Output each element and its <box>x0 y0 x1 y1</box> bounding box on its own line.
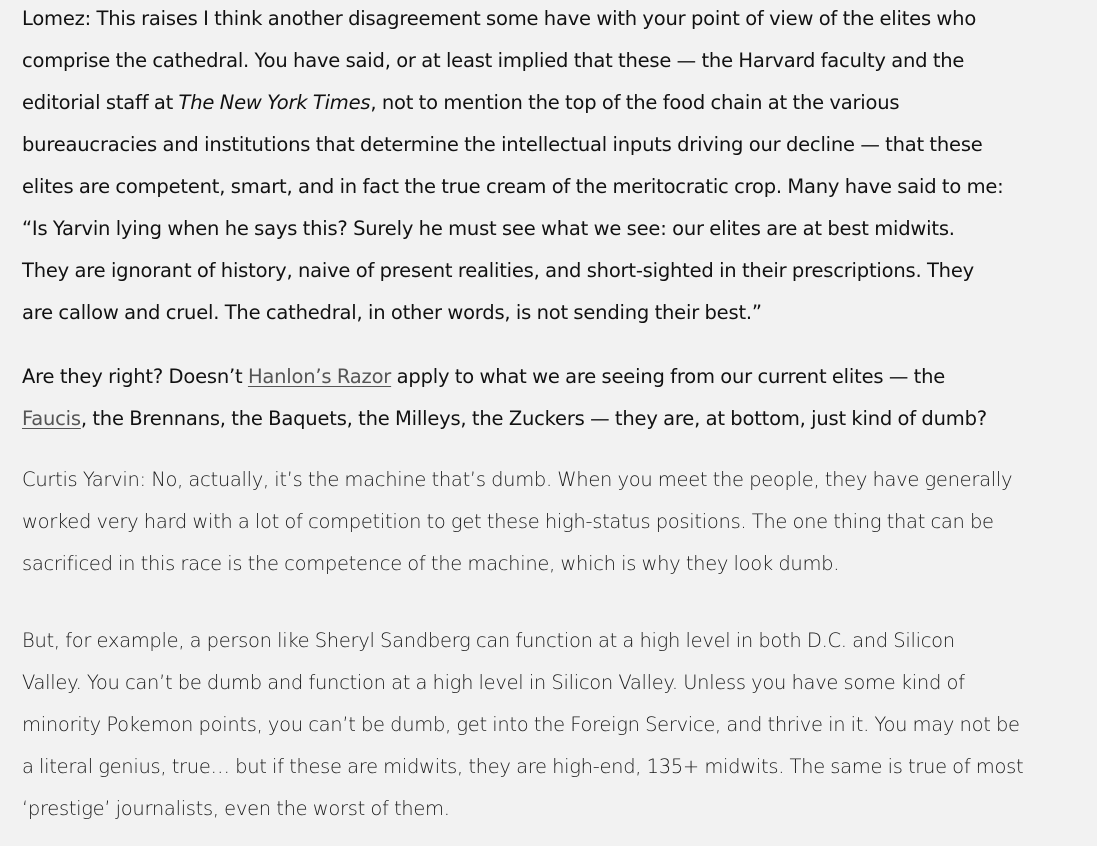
text-line: They are ignorant of history, naive of present realities, and short-sighted in their prescriptions. They <box>22 259 974 282</box>
text-line: a literal genius, true… but if these are midwits, they are high-end, 135+ midwits. The same is true of most <box>22 755 1024 778</box>
text-line: Valley. You can’t be dumb and function at a high level in Silicon Valley. Unless you have some kind of <box>22 671 965 694</box>
text-line: bureaucracies and institutions that determine the intellectual inputs driving our decline — that these <box>22 133 983 156</box>
text-line: comprise the cathedral. You have said, or at least implied that these — the Harvard faculty and the <box>22 49 965 72</box>
text-segment: Are they right? Doesn’t <box>22 365 248 388</box>
hanlons-razor-link[interactable]: Hanlon’s Razor <box>247 365 392 388</box>
text-line <box>22 398 1088 440</box>
text-segment: , not to mention the top of the food chain at the various <box>370 91 900 114</box>
answer-paragraph-1 <box>22 459 1088 585</box>
text-line: “Is Yarvin lying when he says this? Surely he must see what we see: our elites are at best midwits. <box>22 217 955 240</box>
text-segment: , the Brennans, the Baquets, the Milleys, the Zuckers — they are, at bottom, just kind of dumb? <box>80 407 987 430</box>
question-paragraph-1 <box>22 0 1088 334</box>
text-line: elites are competent, smart, and in fact the true cream of the meritocratic crop. Many have said to me: <box>22 175 1004 198</box>
text-line: worked very hard with a lot of competition to get these high-status positions. The one thing that can be <box>22 510 994 533</box>
text-segment: editorial staff at <box>22 91 179 114</box>
publication-title: The New York Times <box>178 91 371 114</box>
text-line: sacrificed in this race is the competence of the machine, which is why they look dumb. <box>22 552 840 575</box>
text-line: are callow and cruel. The cathedral, in other words, is not sending their best.” <box>22 301 762 324</box>
text-line <box>22 82 1088 124</box>
question-paragraph-2 <box>22 356 1088 440</box>
text-line: Curtis Yarvin: No, actually, it’s the machine that’s dumb. When you meet the people, they have generally <box>22 468 1013 491</box>
faucis-link[interactable]: Faucis <box>22 407 81 430</box>
text-line: But, for example, a person like Sheryl Sandberg can function at a high level in both D.C. and Silicon <box>22 629 955 652</box>
text-segment: apply to what we are seeing from our current elites — the <box>391 365 946 388</box>
text-line <box>22 356 1088 398</box>
text-line: ‘prestige’ journalists, even the worst of them. <box>22 797 450 820</box>
answer-paragraph-2 <box>22 620 1088 830</box>
text-line: minority Pokemon points, you can’t be dumb, get into the Foreign Service, and thrive in it. You may not be <box>22 713 1020 736</box>
text-line: Lomez: This raises I think another disagreement some have with your point of view of the elites who <box>22 7 977 30</box>
